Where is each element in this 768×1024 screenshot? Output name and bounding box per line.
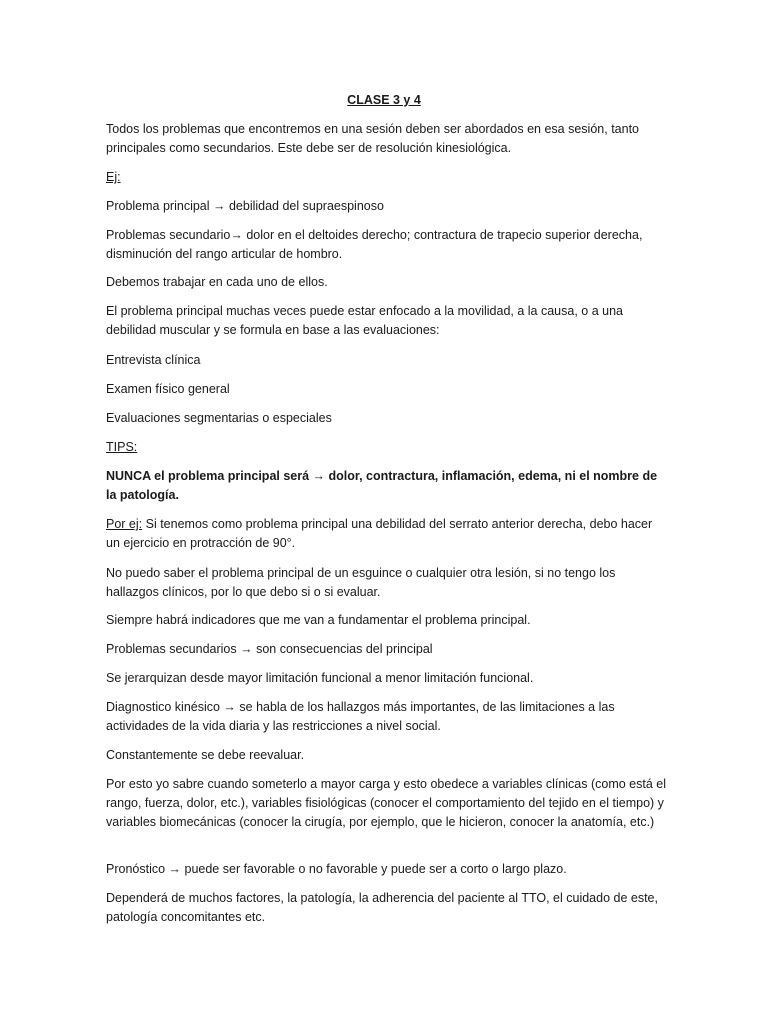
paragraph-variables: Por esto yo sabre cuando someterlo a mayor carga y esto obedece a variables clínicas (como está el rango, fuerza, dolor, etc.), variables fisiológicas (conocer el comportamiento del tejido en el tiempo) y variables biomecánicas (conocer la cirugía, por ejemplo, que le hicieron, conocer la anatomía, etc.): [106, 777, 667, 829]
tips-label: TIPS:: [106, 440, 138, 454]
paragraph-secondary-consequences: Problemas secundarios → son consecuencias del principal: [106, 642, 433, 656]
example-text: Si tenemos como problema principal una debilidad del serrato anterior derecha, debo hacer un ejercicio en protracción de 90°.: [106, 517, 653, 550]
paragraph-factors: Dependerá de muchos factores, la patología, la adherencia del paciente al TTO, el cuidado de este, patología concomitantes etc.: [106, 891, 658, 924]
paragraph-secondary-problems: Problemas secundario→ dolor en el deltoides derecho; contractura de trapecio superior derecha, disminución del rango articular de hombro.: [106, 228, 643, 261]
paragraph-example: [106, 515, 668, 553]
paragraph-prognosis: Pronóstico → puede ser favorable o no favorable y puede ser a corto o largo plazo.: [106, 862, 567, 876]
ej-label: Ej:: [106, 170, 121, 184]
por-ej-label: Por ej:: [106, 517, 143, 531]
paragraph-work-each: Debemos trabajar en cada uno de ellos.: [106, 275, 328, 289]
paragraph-reevaluate: Constantemente se debe reevaluar.: [106, 748, 305, 762]
document-title: CLASE 3 y 4: [347, 93, 421, 107]
paragraph-main-problem: Problema principal → debilidad del supraespinoso: [106, 199, 384, 213]
paragraph-indicators: Siempre habrá indicadores que me van a fundamentar el problema principal.: [106, 613, 531, 627]
paragraph-never: NUNCA el problema principal será → dolor, contractura, inflamación, edema, ni el nombre de la patología.: [106, 469, 658, 502]
paragraph-diagnosis: Diagnostico kinésico → se habla de los hallazgos más importantes, de las limitaciones a las actividades de la vida diaria y las restricciones a nivel social.: [106, 700, 615, 733]
list-item-segmental: Evaluaciones segmentarias o especiales: [106, 411, 332, 425]
paragraph-intro: Todos los problemas que encontremos en una sesión deben ser abordados en esa sesión, tanto principales como secundarios. Este debe ser de resolución kinesiológica.: [106, 122, 639, 155]
paragraph-main-focus: El problema principal muchas veces puede estar enfocado a la movilidad, a la causa, o a una debilidad muscular y se formula en base a las evaluaciones:: [106, 304, 623, 337]
list-item-interview: Entrevista clínica: [106, 353, 201, 367]
list-item-physical-exam: Examen físico general: [106, 382, 230, 396]
paragraph-sprain: No puedo saber el problema principal de un esguince o cualquier otra lesión, si no tengo los hallazgos clínicos, por lo que debo si o si evaluar.: [106, 566, 616, 599]
paragraph-hierarchy: Se jerarquizan desde mayor limitación funcional a menor limitación funcional.: [106, 671, 534, 685]
